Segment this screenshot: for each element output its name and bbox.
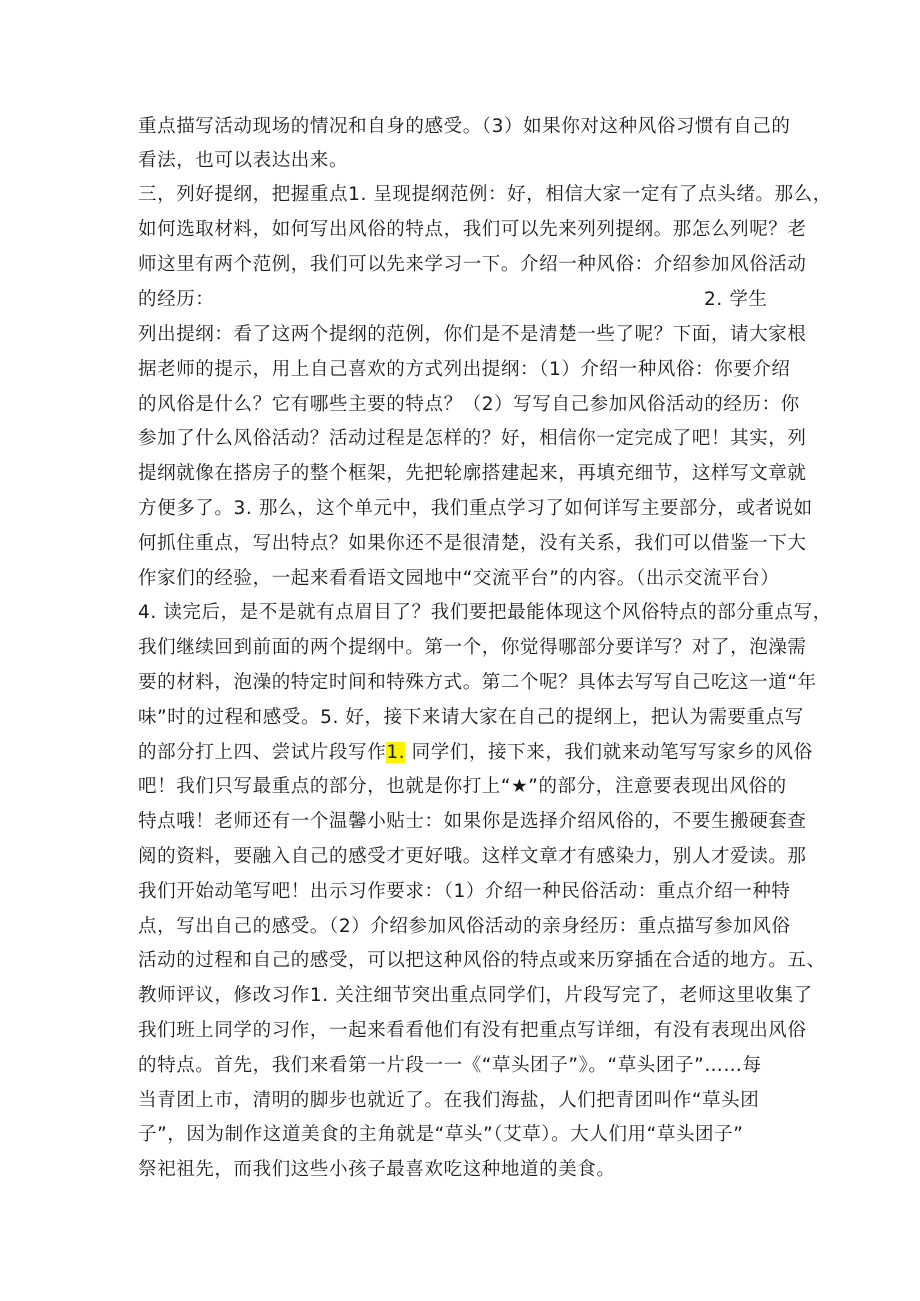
text-line: 师这里有两个范例，我们可以先来学习一下。介绍一种风俗：介绍参加风俗活动 <box>138 254 807 275</box>
text-line: 何抓住重点，写出特点？如果你还不是很清楚，没有关系，我们可以借鉴一下大 <box>138 533 807 554</box>
text-line: 提纲就像在搭房子的整个框架，先把轮廓搭建起来，再填充细节，这样写文章就 <box>138 463 807 484</box>
text-line: 的特点。首先，我们来看第一片段一一《“草头团子”》。“草头团子”……每 <box>138 1055 762 1076</box>
text-line: 作家们的经验，一起来看看语文园地中“交流平台”的内容。（出示交流平台） <box>138 568 780 589</box>
text-line: 方便多了。3. 那么，这个单元中，我们重点学习了如何详写主要部分，或者说如 <box>138 498 813 519</box>
text-line-highlighted <box>138 741 813 765</box>
text-line: 当青团上市，清明的脚步也就近了。在我们海盐，人们把青团叫作“草头团 <box>138 1090 760 1111</box>
text-segment: 同学们，接下来，我们就来动笔写写家乡的风俗 <box>405 742 813 763</box>
text-line: 三，列好提纲，把握重点1. 呈现提纲范例：好，相信大家一定有了点头绪。那么， <box>138 184 832 205</box>
text-line: 看法，也可以表达出来。 <box>138 150 349 171</box>
text-line: 我们开始动笔写吧！出示习作要求：（1）介绍一种民俗活动：重点介绍一种特 <box>138 881 791 902</box>
text-line: 要的材料，泡澡的特定时间和特殊方式。第二个呢？具体去写写自己吃这一道“年 <box>138 672 817 693</box>
text-line: 活动的过程和自己的感受，可以把这种风俗的特点或来历穿插在合适的地方。五、 <box>138 950 826 971</box>
text-line: 吧！我们只写最重点的部分，也就是你打上“★”的部分，注意要表现出风俗的 <box>138 776 787 797</box>
text-line: 祭祀祖先，而我们这些小孩子最喜欢吃这种地道的美食。 <box>138 1159 616 1180</box>
text-line: 我们班上同学的习作，一起来看看他们有没有把重点写详细，有没有表现出风俗 <box>138 1020 807 1041</box>
text-line: 2. 学生 <box>704 289 768 310</box>
text-line: 教师评议，修改习作1. 关注细节突出重点同学们，片段写完了，老师这里收集了 <box>138 985 813 1006</box>
text-line: 我们继续回到前面的两个提纲中。第一个，你觉得哪部分要详写？对了，泡澡需 <box>138 637 807 658</box>
text-line: 味”时的过程和感受。5. 好，接下来请大家在自己的提纲上，把认为需要重点写 <box>138 707 804 728</box>
text-line: 重点描写活动现场的情况和自身的感受。（3）如果你对这种风俗习惯有自己的 <box>138 116 791 137</box>
highlighted-text: 1. <box>386 742 406 763</box>
text-line: 参加了什么风俗活动？活动过程是怎样的？好，相信你一定完成了吧！其实，列 <box>138 428 807 449</box>
text-line: 特点哦！老师还有一个温馨小贴士：如果你是选择介绍风俗的，不要生搬硬套查 <box>138 811 807 832</box>
text-segment: 的部分打上四、尝试片段写作 <box>138 742 387 763</box>
text-line: 子”，因为制作这道美食的主角就是“草头”（艾草）。大人们用“草头团子” <box>138 1124 744 1145</box>
text-line: 如何选取材料，如何写出风俗的特点，我们可以先来列列提纲。那怎么列呢？老 <box>138 219 807 240</box>
text-line: 点，写出自己的感受。（2）介绍参加风俗活动的亲身经历：重点描写参加风俗 <box>138 916 791 937</box>
text-line: 4. 读完后，是不是就有点眉目了？我们要把最能体现这个风俗特点的部分重点写， <box>138 602 832 623</box>
text-line: 的经历： <box>138 289 215 310</box>
text-line: 阅的资料，要融入自己的感受才更好哦。这样文章才有感染力，别人才爱读。那 <box>138 846 807 867</box>
text-line: 列出提纲：看了这两个提纲的范例，你们是不是清楚一些了呢？下面，请大家根 <box>138 324 807 345</box>
text-line: 的风俗是什么？它有哪些主要的特点？（2）写写自己参加风俗活动的经历：你 <box>138 394 800 415</box>
text-line: 据老师的提示，用上自己喜欢的方式列出提纲：（1）介绍一种风俗：你要介绍 <box>138 359 791 380</box>
